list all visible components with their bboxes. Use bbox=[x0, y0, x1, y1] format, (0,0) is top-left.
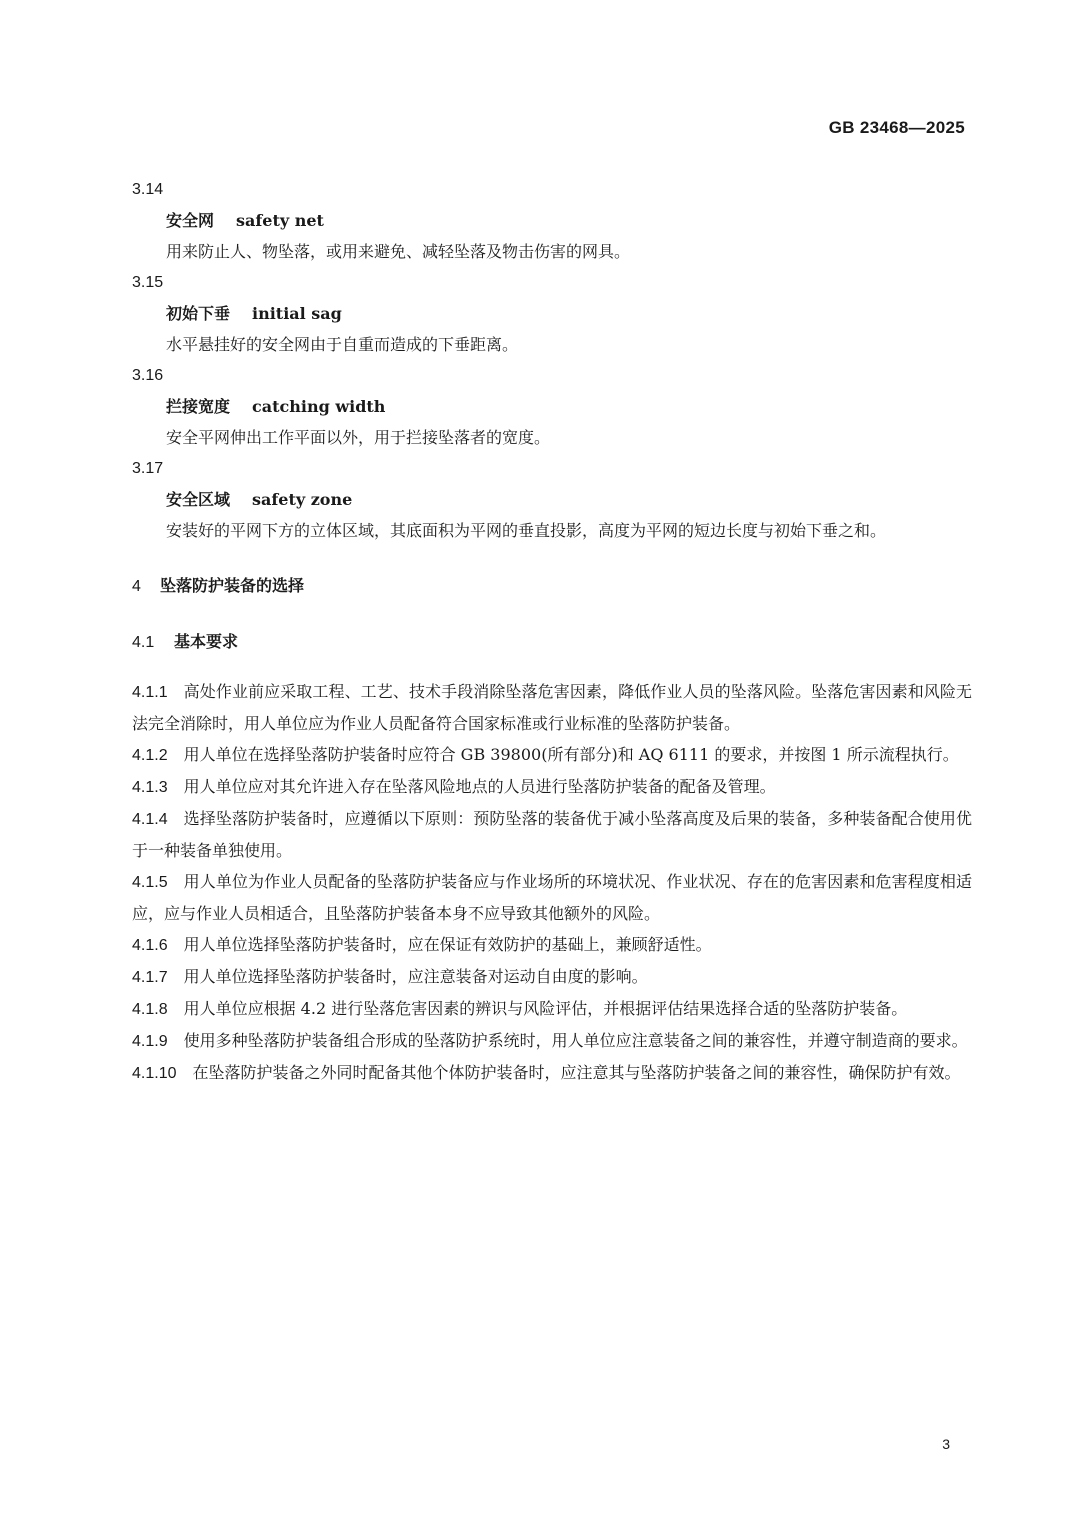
term-title bbox=[132, 205, 972, 236]
section-4-1-heading bbox=[132, 626, 972, 658]
clause-number: 4.1.6 bbox=[132, 937, 168, 954]
term-title bbox=[132, 391, 972, 422]
clause-4-1-9 bbox=[132, 1025, 972, 1057]
term-definition: 用来防止人、物坠落，或用来避免、减轻坠落及物击伤害的网具。 bbox=[166, 242, 631, 261]
clause-text: 高处作业前应采取工程、工艺、技术手段消除坠落危害因素，降低作业人员的坠落风险。坠落危害因素和风险无法完全消除时，用人单位应为作业人员配备符合国家标准或行业标准的坠落防护装备。 bbox=[132, 682, 972, 733]
term-number: 3.17 bbox=[132, 460, 164, 477]
clause-number: 4.1.5 bbox=[132, 874, 168, 891]
term-3-17 bbox=[132, 453, 972, 546]
term-3-16 bbox=[132, 360, 972, 453]
clause-text: 用人单位选择坠落防护装备时，应注意装备对运动自由度的影响。 bbox=[183, 967, 648, 986]
clause-4-1-7 bbox=[132, 961, 972, 993]
clause-text: 用人单位应对其允许进入存在坠落风险地点的人员进行坠落防护装备的配备及管理。 bbox=[183, 777, 776, 796]
document-code: GB 23468—2025 bbox=[828, 118, 965, 137]
section-title: 基本要求 bbox=[174, 632, 239, 651]
clause-text: 在坠落防护装备之外同时配备其他个体防护装备时，应注意其与坠落防护装备之间的兼容性，确保防护有效。 bbox=[192, 1063, 961, 1082]
clause-4-1-10 bbox=[132, 1057, 972, 1089]
term-title-en: safety zone bbox=[252, 490, 353, 509]
clause-list bbox=[132, 676, 972, 1089]
section-title: 坠落防护装备的选择 bbox=[160, 576, 305, 595]
clause-number: 4.1.10 bbox=[132, 1065, 177, 1082]
term-definition: 水平悬挂好的安全网由于自重而造成的下垂距离。 bbox=[166, 335, 519, 354]
term-definition: 安装好的平网下方的立体区域，其底面积为平网的垂直投影，高度为平网的短边长度与初始下垂之和。 bbox=[166, 521, 887, 540]
term-title-zh: 初始下垂 bbox=[166, 304, 231, 323]
clause-number: 4.1.3 bbox=[132, 779, 168, 796]
clause-text: 用人单位为作业人员配备的坠落防护装备应与作业场所的环境状况、作业状况、存在的危害因素和危害程度相适应，应与作业人员相适合，且坠落防护装备本身不应导致其他额外的风险。 bbox=[132, 872, 972, 923]
term-definition: 安全平网伸出工作平面以外，用于拦接坠落者的宽度。 bbox=[166, 428, 551, 447]
section-number: 4 bbox=[132, 578, 141, 595]
clause-4-1-3 bbox=[132, 771, 972, 803]
term-title-en: initial sag bbox=[252, 304, 342, 323]
clause-4-1-2 bbox=[132, 739, 972, 771]
term-3-14 bbox=[132, 174, 972, 267]
clause-4-1-5 bbox=[132, 866, 972, 929]
clause-text: 选择坠落防护装备时，应遵循以下原则：预防坠落的装备优于减小坠落高度及后果的装备，多种装备配合使用优于一种装备单独使用。 bbox=[132, 809, 972, 860]
section-4-heading bbox=[132, 570, 972, 602]
term-number: 3.16 bbox=[132, 367, 164, 384]
clause-number: 4.1.2 bbox=[132, 747, 168, 764]
term-title bbox=[132, 484, 972, 515]
clause-number: 4.1.9 bbox=[132, 1033, 168, 1050]
page-number: 3 bbox=[942, 1436, 950, 1452]
term-title-zh: 拦接宽度 bbox=[166, 397, 231, 416]
clause-number: 4.1.7 bbox=[132, 969, 168, 986]
clause-number: 4.1.4 bbox=[132, 811, 168, 828]
section-number: 4.1 bbox=[132, 634, 155, 651]
clause-4-1-1 bbox=[132, 676, 972, 739]
term-title-en: safety net bbox=[236, 211, 324, 230]
clause-number: 4.1.8 bbox=[132, 1001, 168, 1018]
clause-text: 用人单位在选择坠落防护装备时应符合 GB 39800(所有部分)和 AQ 6111 的要求，并按图 1 所示流程执行。 bbox=[183, 745, 959, 764]
term-3-15 bbox=[132, 267, 972, 360]
clause-text: 使用多种坠落防护装备组合形成的坠落防护系统时，用人单位应注意装备之间的兼容性，并遵守制造商的要求。 bbox=[183, 1031, 968, 1050]
page-content bbox=[132, 174, 972, 1089]
term-title-zh: 安全区域 bbox=[166, 490, 231, 509]
clause-4-1-8 bbox=[132, 993, 972, 1025]
clause-text: 用人单位应根据 4.2 进行坠落危害因素的辨识与风险评估，并根据评估结果选择合适的坠落防护装备。 bbox=[183, 999, 908, 1018]
term-number: 3.14 bbox=[132, 181, 164, 198]
term-title-en: catching width bbox=[252, 397, 386, 416]
clause-4-1-6 bbox=[132, 929, 972, 961]
clause-text: 用人单位选择坠落防护装备时，应在保证有效防护的基础上，兼顾舒适性。 bbox=[183, 935, 712, 954]
term-number: 3.15 bbox=[132, 274, 164, 291]
term-title bbox=[132, 298, 972, 329]
clause-4-1-4 bbox=[132, 803, 972, 866]
term-title-zh: 安全网 bbox=[166, 211, 215, 230]
clause-number: 4.1.1 bbox=[132, 684, 168, 701]
